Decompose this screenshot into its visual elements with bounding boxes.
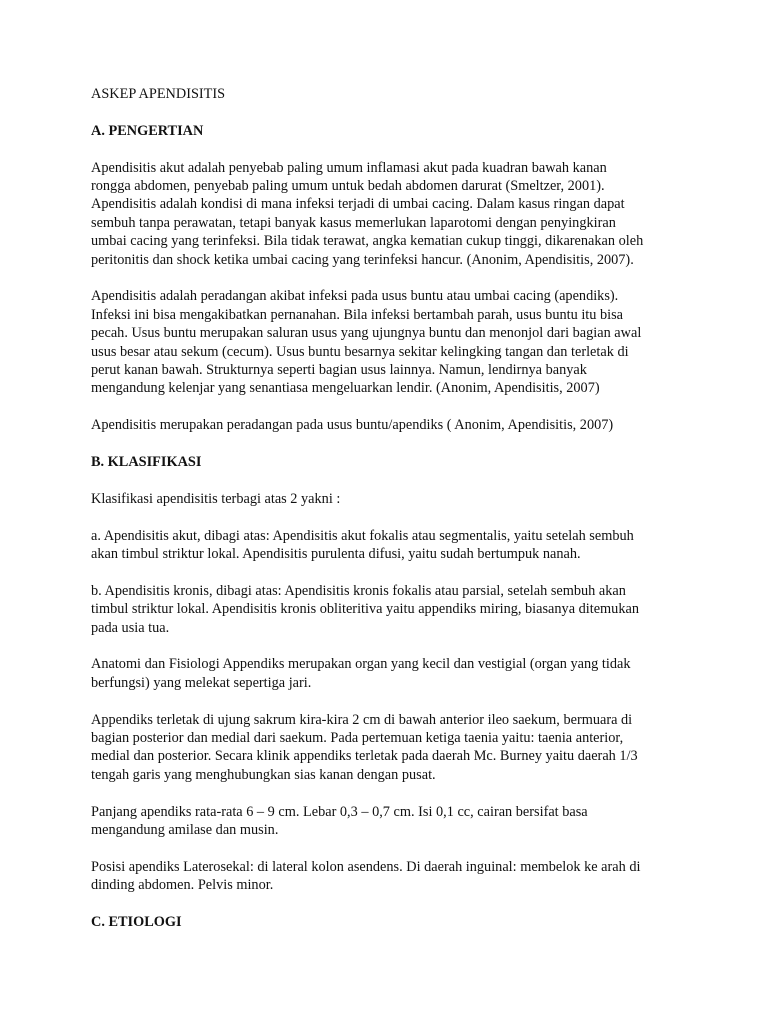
document-body — [91, 85, 691, 950]
paragraph-pengertian-3: Apendisitis merupakan peradangan pada usus buntu/apendiks ( Anonim, Apendisitis, 2007) — [91, 417, 614, 434]
paragraph-klasifikasi-3: b. Apendisitis kronis, dibagi atas: Apendisitis kronis fokalis atau parsial, setelah sembuh akan timbul striktur lokal. Apendisitis kronis obliteritiva yaitu appendiks miring, biasanya ditemukan pada usia tua. — [91, 582, 639, 636]
paragraph-pengertian-1: Apendisitis akut adalah penyebab paling umum inflamasi akut pada kuadran bawah kanan rongga abdomen, penyebab paling umum untuk bedah abdomen darurat (Smeltzer, 2001). Apendisitis adalah kondisi di mana infeksi terjadi di umbai cacing. Dalam kasus ringan dapat sembuh tanpa perawatan, tetapi banyak kasus memerlukan laparotomi dengan penyingkiran umbai cacing yang terinfeksi. Bila tidak terawat, angka kematian cukup tinggi, dikarenakan oleh peritonitis dan shock ketika umbai cacing yang terinfeksi hancur. (Anonim, Apendisitis, 2007). — [91, 159, 644, 268]
paragraph-klasifikasi-4: Anatomi dan Fisiologi Appendiks merupakan organ yang kecil dan vestigial (organ yang tidak berfungsi) yang melekat sepertiga jari. — [91, 656, 631, 691]
section-heading-klasifikasi: B. KLASIFIKASI — [91, 454, 202, 471]
paragraph-klasifikasi-7: Posisi apendiks Laterosekal: di lateral kolon asendens. Di daerah inguinal: membelok ke arah di dinding abdomen. Pelvis minor. — [91, 858, 641, 894]
paragraph-klasifikasi-1: Klasifikasi apendisitis terbagi atas 2 yakni : — [91, 490, 341, 507]
paragraph-klasifikasi-2: a. Apendisitis akut, dibagi atas: Apendisitis akut fokalis atau segmentalis, yaitu setelah sembuh akan timbul striktur lokal. Apendisitis purulenta difusi, yaitu sudah bertumpuk nanah. — [91, 527, 634, 563]
section-heading-pengertian: A. PENGERTIAN — [91, 122, 204, 139]
document-title: ASKEP APENDISITIS — [91, 86, 226, 102]
paragraph-pengertian-2: Apendisitis adalah peradangan akibat infeksi pada usus buntu atau umbai cacing (apendiks). Infeksi ini bisa mengakibatkan pernanahan. Bila infeksi bertambah parah, usus buntu itu bisa pecah. Usus buntu merupakan saluran usus yang ujungnya buntu dan menonjol dari bagian awal usus besar atau sekum (cecum). Usus buntu besarnya sekitar kelingking tangan dan terletak di perut kanan bawah. Strukturnya seperti bagian usus lainnya. Namun, lendirnya banyak mengandung kelenjar yang senantiasa mengeluarkan lendir. (Anonim, Apendisitis, 2007) — [91, 288, 642, 397]
paragraph-klasifikasi-6: Panjang apendiks rata-rata 6 – 9 cm. Lebar 0,3 – 0,7 cm. Isi 0,1 cc, cairan bersifat basa mengandung amilase dan musin. — [91, 803, 588, 839]
section-heading-etiologi: C. ETIOLOGI — [91, 914, 182, 931]
paragraph-klasifikasi-5: Appendiks terletak di ujung sakrum kira-kira 2 cm di bawah anterior ileo saekum, bermuara di bagian posterior dan medial dari saekum. Pada pertemuan ketiga taenia yaitu: taenia anterior, medial dan posterior. Secara klinik appendiks terletak pada daerah Mc. Burney yaitu daerah 1/3 tengah garis yang menghubungkan sias kanan dengan pusat. — [91, 711, 638, 783]
